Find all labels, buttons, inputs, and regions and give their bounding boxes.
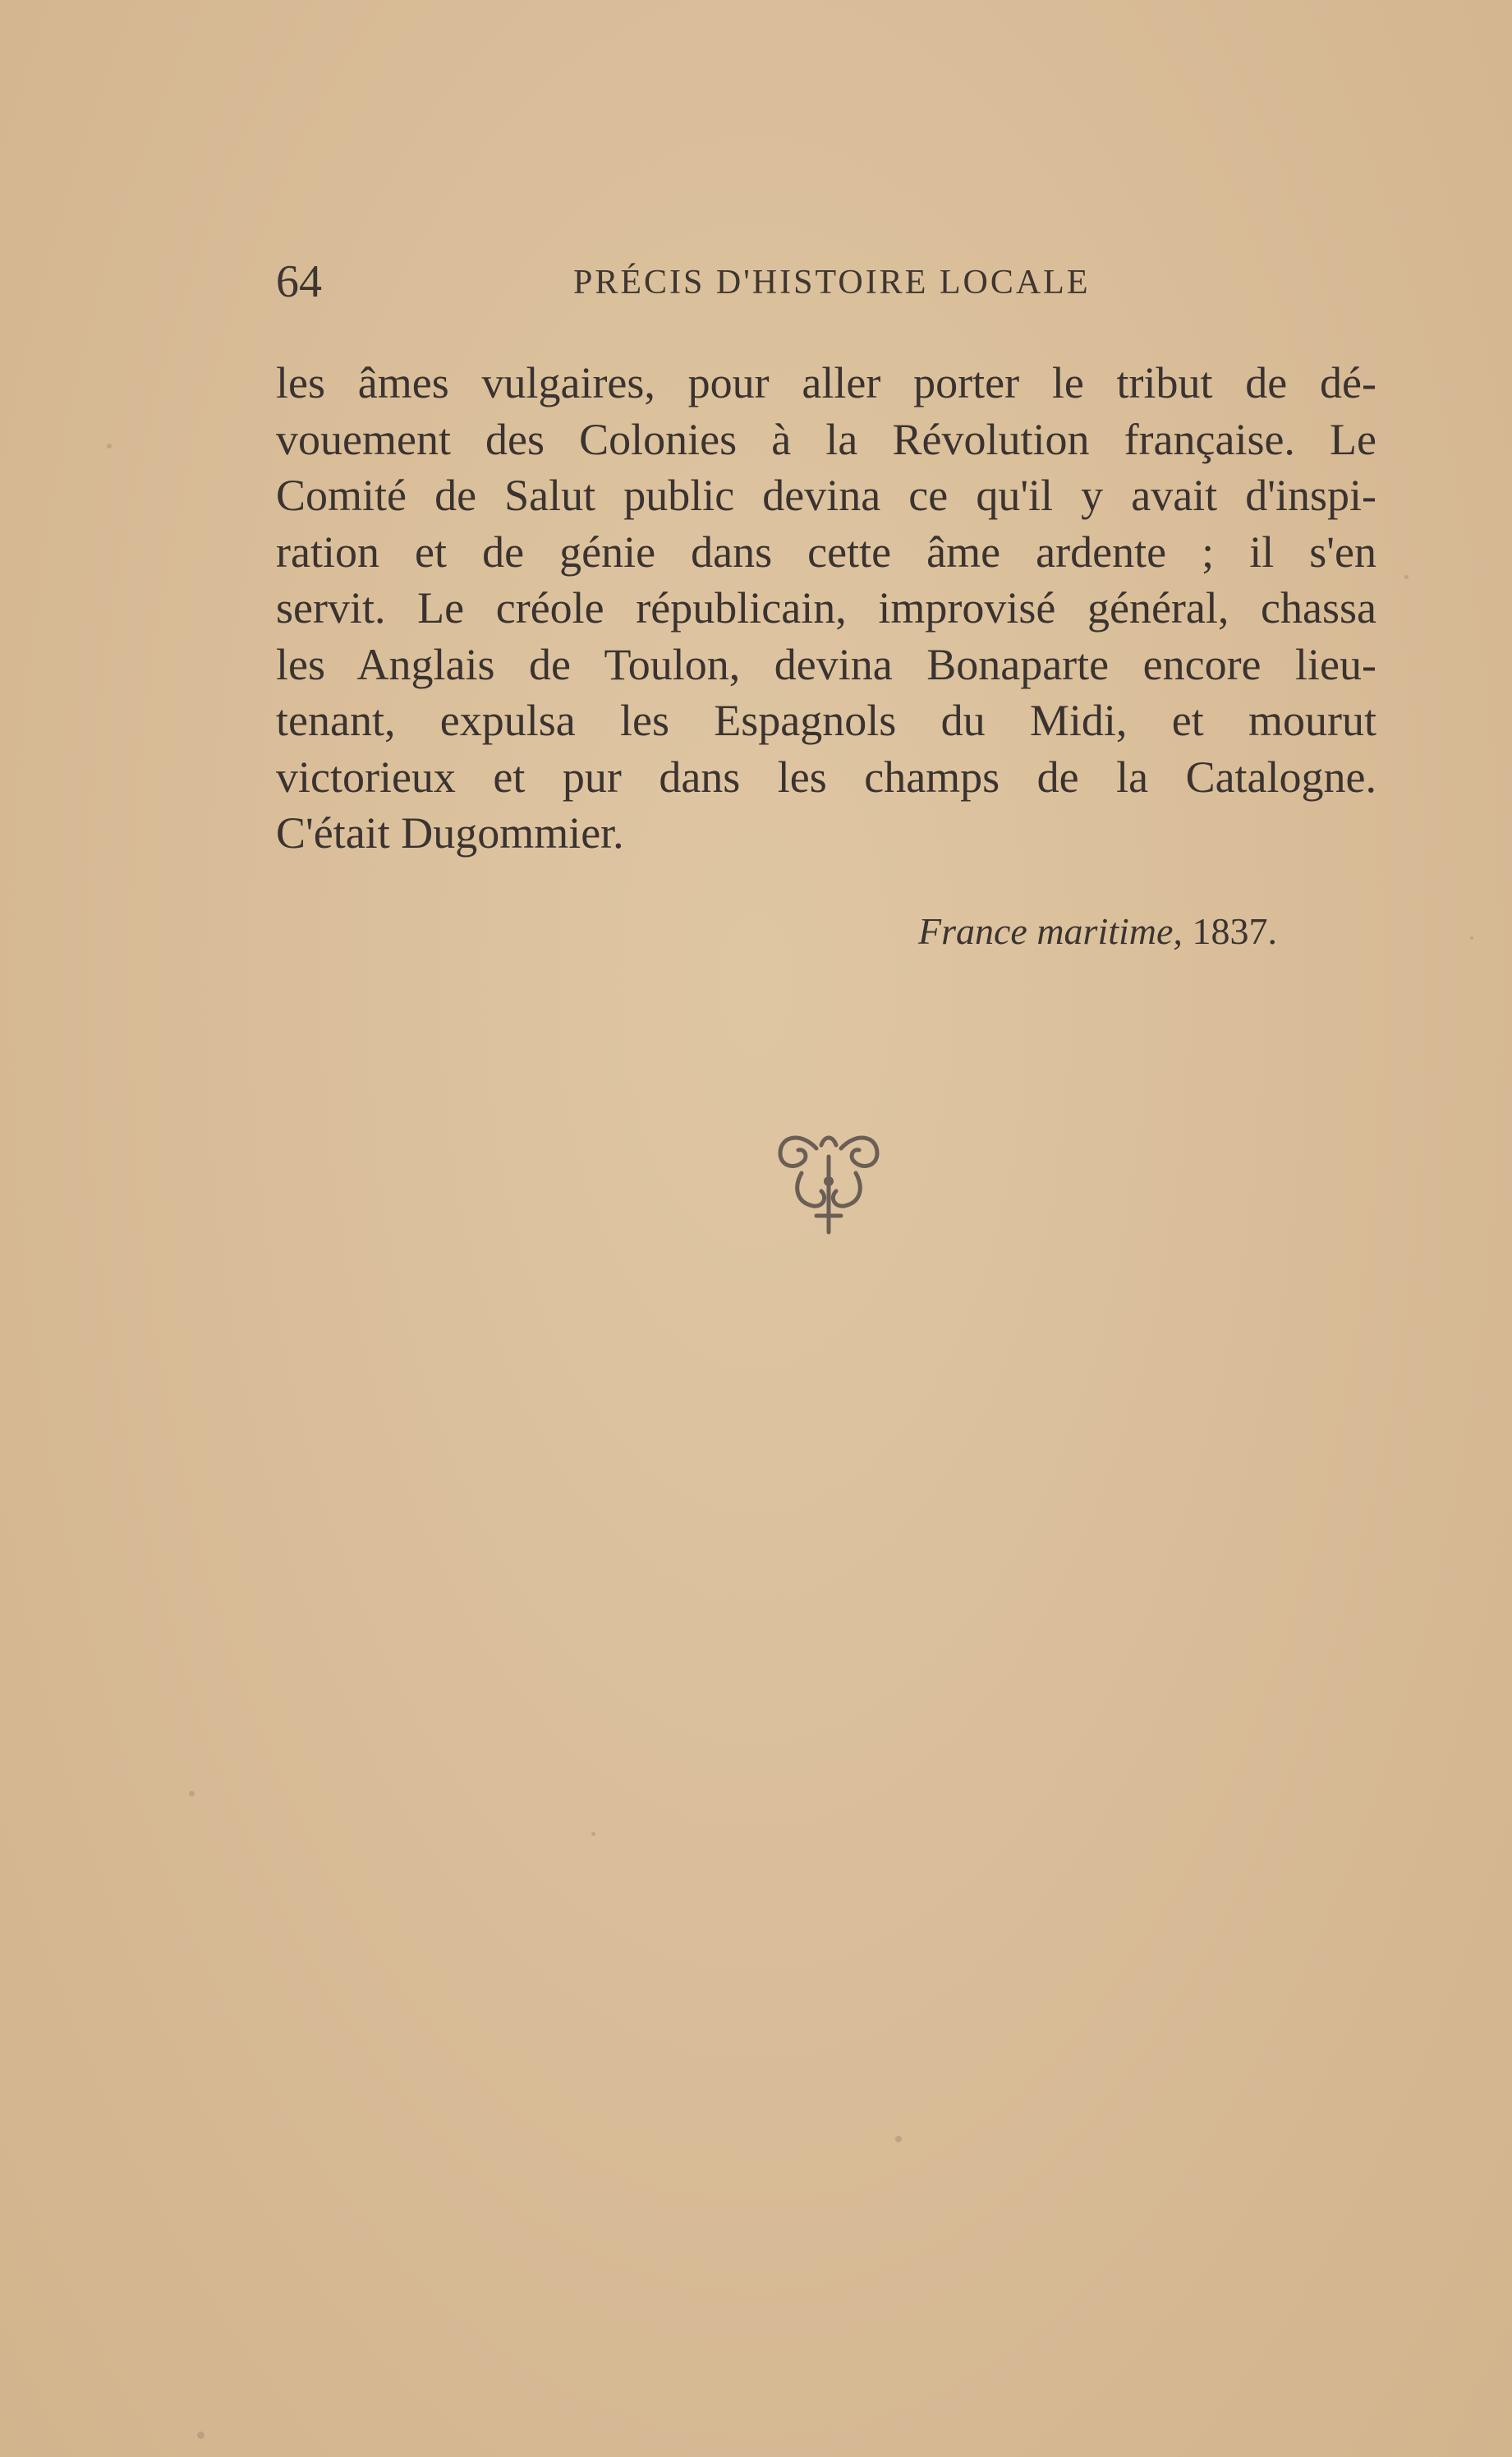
paper-speck xyxy=(1404,575,1409,579)
text-line: servit. Le créole républicain, improvisé général, chassa xyxy=(276,583,1376,633)
text-line: les âmes vulgaires, pour aller porter le tribut de dé- xyxy=(276,358,1376,407)
text-line: ration et de génie dans cette âme ardente ; il s'en xyxy=(276,527,1376,577)
floral-vignette-icon xyxy=(769,1124,889,1239)
page-number: 64 xyxy=(276,256,322,307)
citation xyxy=(918,907,1277,956)
paper-speck xyxy=(591,1832,595,1836)
body-paragraph xyxy=(276,355,1376,862)
paper-speck xyxy=(189,1791,195,1797)
running-head: PRÉCIS D'HISTOIRE LOCALE xyxy=(573,264,1091,301)
vignette-dot xyxy=(824,1176,834,1186)
vignette-left-scroll xyxy=(780,1138,816,1166)
paper-speck xyxy=(197,2432,205,2439)
vignette-left-bloom xyxy=(797,1173,825,1206)
vignette-right-bloom xyxy=(833,1173,860,1206)
text-line: tenant, expulsa les Espagnols du Midi, et mourut xyxy=(276,696,1376,745)
citation-source: France maritime, xyxy=(918,910,1183,952)
text-line: victorieux et pur dans les champs de la Catalogne. xyxy=(276,752,1376,802)
text-line: C'était Dugommier. xyxy=(276,808,624,858)
paper-speck xyxy=(1470,936,1473,940)
text-line: les Anglais de Toulon, devina Bonaparte encore lieu- xyxy=(276,639,1376,689)
paper-speck xyxy=(107,444,112,449)
text-line: Comité de Salut public devina ce qu'il y avait d'inspi- xyxy=(276,471,1376,520)
citation-year: 1837. xyxy=(1192,910,1277,952)
page-header xyxy=(276,253,1105,311)
vignette-top-curl xyxy=(821,1138,836,1145)
vignette-right-scroll xyxy=(841,1138,877,1166)
paper-speck xyxy=(895,2136,902,2142)
text-line: vouement des Colonies à la Révolution française. Le xyxy=(276,414,1376,464)
